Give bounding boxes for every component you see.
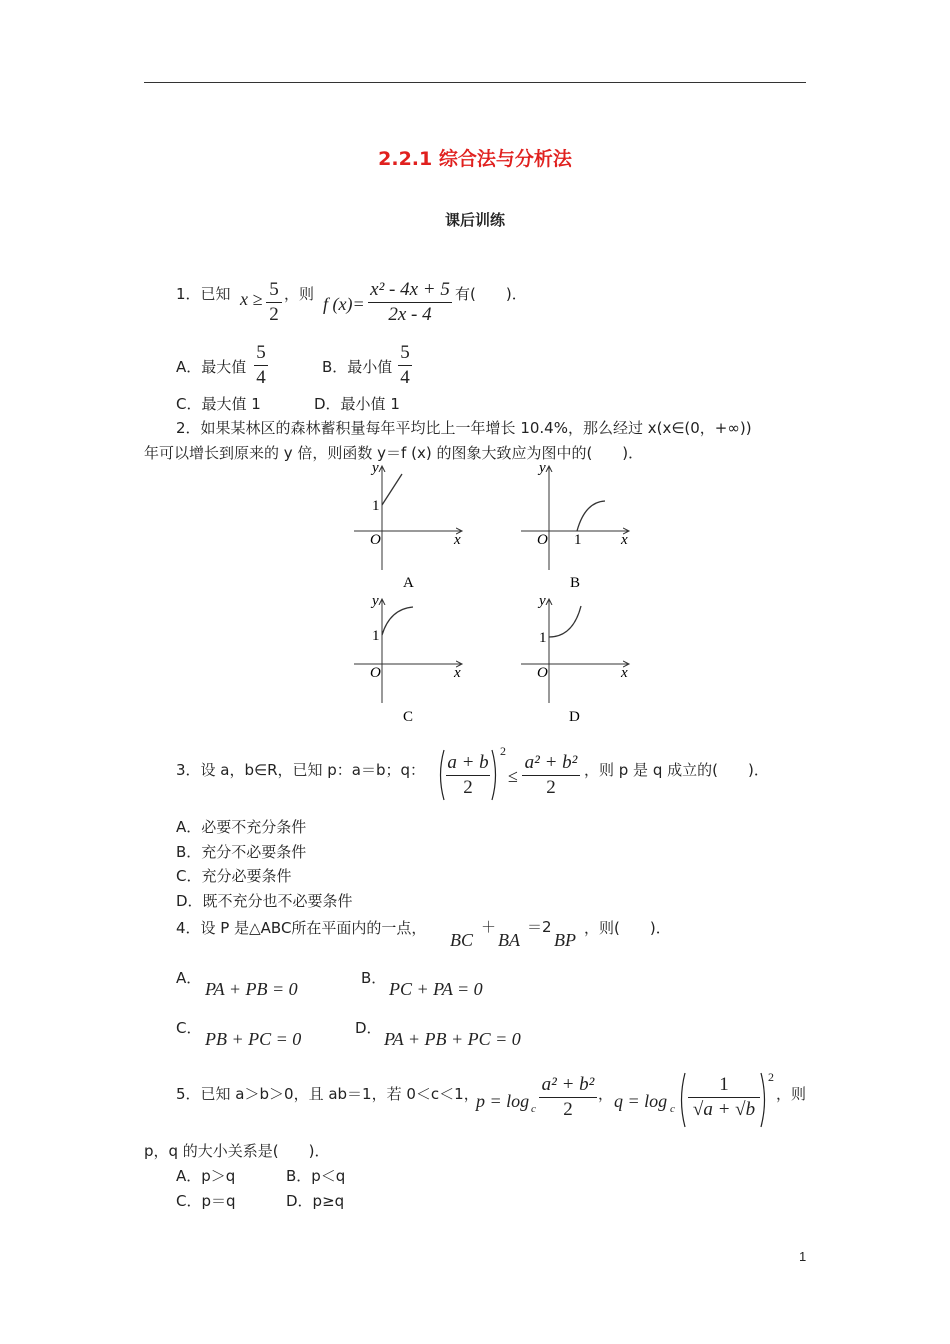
q3-right-numerator: a² + b² xyxy=(524,752,578,773)
q1-condition-lhs: x ≥ xyxy=(240,289,263,309)
y-axis-label: y xyxy=(539,593,546,609)
q4-option-c-label: C． xyxy=(176,1019,202,1037)
x-axis-label: x xyxy=(454,665,461,681)
q1-option-b-denominator: 4 xyxy=(400,367,410,388)
q4-lead: 4．设 P 是△ABC所在平面内的一点， xyxy=(176,919,427,937)
q3-leq: ≤ xyxy=(508,766,518,786)
tick-label: 1 xyxy=(574,532,582,548)
q5-p-fraction xyxy=(539,1074,597,1121)
q2-line-1: 2．如果某林区的森林蓄积量每年平均比上一年增长 10.4%，那么经过 x(x∈(0，+∞)) xyxy=(176,419,752,437)
y-axis-label: y xyxy=(539,460,546,476)
q1-function-fraction xyxy=(368,279,452,326)
header-rule xyxy=(144,82,806,83)
q5-q-base: c xyxy=(670,1103,675,1115)
q5-option-a: A．p＞q xyxy=(176,1167,236,1185)
q5-lead: 5．已知 a＞b＞0，且 ab＝1，若 0＜c＜1， xyxy=(176,1085,479,1103)
page-subtitle: 课后训练 xyxy=(444,211,505,229)
left-paren xyxy=(676,1071,688,1129)
tick-label: 1 xyxy=(372,628,380,644)
q5-option-c: C．p＝q xyxy=(176,1192,236,1210)
q3-lead: 3．设 a，b∈R，已知 p：a＝b；q： xyxy=(176,761,426,779)
q1-then: ，则 xyxy=(284,285,315,303)
q5-comma: ， xyxy=(598,1085,614,1103)
q1-function-denominator: 2x - 4 xyxy=(388,304,432,325)
graph-c xyxy=(350,593,470,731)
q1-option-a-denominator: 4 xyxy=(256,367,266,388)
origin-label: O xyxy=(370,532,381,548)
q1-function-name: f (x)= xyxy=(323,294,365,314)
graph-label-a: A xyxy=(403,575,414,591)
q4-option-d-label: D． xyxy=(355,1019,382,1037)
q1-number: 1．已知 xyxy=(176,285,231,303)
fraction-bar xyxy=(688,1097,760,1098)
q5-p-denominator: 2 xyxy=(563,1099,573,1120)
q3-option-c: C．充分必要条件 xyxy=(176,867,292,885)
q1-option-d: D．最小值 1 xyxy=(314,395,400,413)
q5-option-d: D．p≥q xyxy=(286,1192,345,1210)
q1-option-b: B．最小值 xyxy=(322,358,393,376)
q3-tail: ，则 p 是 q 成立的( )． xyxy=(584,761,769,779)
q2-line-2: 年可以增长到原来的 y 倍，则函数 y＝f (x) 的图象大致应为图中的( )． xyxy=(144,444,644,462)
fraction-bar xyxy=(254,365,268,366)
q1-condition-denominator: 2 xyxy=(269,304,279,325)
y-axis-label: y xyxy=(372,593,379,609)
origin-label: O xyxy=(537,665,548,681)
q5-q-denominator: √a + √b xyxy=(692,1099,756,1120)
q5-q-fraction xyxy=(688,1074,760,1121)
q3-left-denominator: 2 xyxy=(463,777,473,798)
graph-label-d: D xyxy=(569,709,580,725)
fraction-bar xyxy=(368,302,452,303)
q4-option-a: PA + PB = 0 xyxy=(205,979,298,999)
q5-line-2: p，q 的大小关系是( )． xyxy=(144,1142,330,1160)
q4-plus: ＋ xyxy=(481,918,497,936)
q5-tail: ，则 xyxy=(776,1085,807,1103)
x-axis-label: x xyxy=(454,532,461,548)
q1-condition-fraction xyxy=(266,279,282,326)
fraction-bar xyxy=(266,302,282,303)
graph-a xyxy=(350,460,470,598)
q1-option-c: C．最大值 1 xyxy=(176,395,261,413)
q4-equals: ＝2 xyxy=(527,918,552,936)
fraction-bar xyxy=(522,775,580,776)
q3-option-d: D．既不充分也不必要条件 xyxy=(176,892,353,910)
graph-label-c: C xyxy=(403,709,414,725)
q4-option-c: PB + PC = 0 xyxy=(205,1029,302,1049)
graph-d xyxy=(517,593,637,731)
x-axis-label: x xyxy=(621,532,628,548)
q4-option-b-label: B． xyxy=(361,969,387,987)
q1-function-numerator: x² - 4x + 5 xyxy=(370,279,450,300)
q5-p-base: c xyxy=(531,1103,536,1115)
q4-option-a-label: A． xyxy=(176,969,202,987)
graph-label-b: B xyxy=(570,575,581,591)
q5-p-numerator: a² + b² xyxy=(541,1074,595,1095)
q5-p-log: p = log xyxy=(476,1091,530,1111)
origin-label: O xyxy=(370,665,381,681)
q1-tail: 有( )． xyxy=(455,285,527,303)
q1-option-a-numerator: 5 xyxy=(256,342,266,363)
q4-vector-bp: BP xyxy=(554,930,576,950)
q3-left-fraction xyxy=(446,752,490,799)
q1-option-a: A．最大值 xyxy=(176,358,247,376)
q5-q-numerator: 1 xyxy=(719,1074,729,1095)
graph-b xyxy=(517,460,637,598)
q1-option-a-fraction xyxy=(254,342,268,389)
page-title: 2.2.1 综合法与分析法 xyxy=(378,148,572,170)
fraction-bar xyxy=(539,1097,597,1098)
q3-option-a: A．必要不充分条件 xyxy=(176,818,307,836)
q3-right-denominator: 2 xyxy=(546,777,556,798)
q3-right-fraction xyxy=(522,752,580,799)
curve xyxy=(549,606,581,637)
q1-option-b-fraction xyxy=(398,342,412,389)
q3-option-b: B．充分不必要条件 xyxy=(176,843,307,861)
q3-square: 2 xyxy=(500,744,506,758)
q4-option-d: PA + PB + PC = 0 xyxy=(384,1029,521,1049)
q4-option-b: PC + PA = 0 xyxy=(389,979,483,999)
x-axis-label: x xyxy=(621,665,628,681)
q4-tail: ，则( )． xyxy=(584,919,671,937)
fraction-bar xyxy=(398,365,412,366)
curve xyxy=(382,474,402,505)
curve xyxy=(382,607,413,635)
q1-option-b-numerator: 5 xyxy=(400,342,410,363)
q3-left-numerator: a + b xyxy=(447,752,489,773)
curve xyxy=(577,501,605,531)
fraction-bar xyxy=(446,775,490,776)
q4-vector-bc: BC xyxy=(450,930,474,950)
y-axis-label: y xyxy=(372,460,379,476)
tick-label: 1 xyxy=(372,498,380,514)
origin-label: O xyxy=(537,532,548,548)
tick-label: 1 xyxy=(539,630,547,646)
q1-condition-numerator: 5 xyxy=(269,279,279,300)
q5-q-log: q = log xyxy=(614,1091,668,1111)
page-number: 1 xyxy=(799,1249,807,1264)
q5-square: 2 xyxy=(768,1070,774,1084)
q5-option-b: B．p＜q xyxy=(286,1167,346,1185)
q4-vector-ba: BA xyxy=(498,930,520,950)
